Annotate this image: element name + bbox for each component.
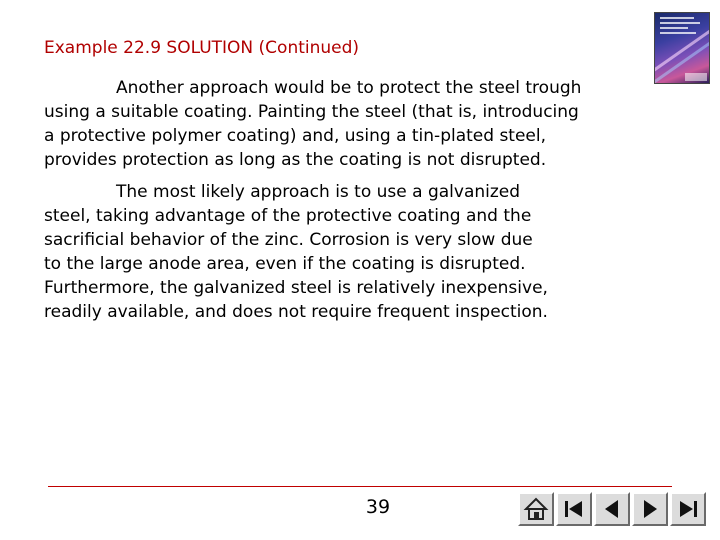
paragraph-line: Another approach would be to protect the steel trough: [116, 78, 582, 98]
slide-heading: Example 22.9 SOLUTION (Continued): [44, 38, 360, 58]
home-icon: [523, 496, 549, 522]
next-page-icon: [637, 496, 663, 522]
paragraph-line: The most likely approach is to use a galvanized: [116, 182, 521, 202]
paragraph-line: Furthermore, the galvanized steel is relatively inexpensive,: [44, 278, 548, 298]
book-cover-thumbnail: [654, 12, 710, 84]
slide-navigation: [518, 492, 706, 526]
cover-footer-block: [685, 73, 707, 81]
page-number: 39: [365, 496, 391, 518]
previous-page-icon: [599, 496, 625, 522]
paragraph-line: steel, taking advantage of the protective coating and the: [44, 206, 532, 226]
paragraph-line: sacrificial behavior of the zinc. Corrosion is very slow due: [44, 230, 533, 250]
last-page-icon: [675, 496, 701, 522]
paragraph-1: [44, 76, 654, 172]
paragraph-line: using a suitable coating. Painting the steel (that is, introducing: [44, 102, 579, 122]
home-button[interactable]: [518, 492, 554, 526]
cover-title-lines: [660, 17, 704, 37]
paragraph-2: [44, 180, 654, 324]
first-page-icon: [561, 496, 587, 522]
next-page-button[interactable]: [632, 492, 668, 526]
paragraph-line: provides protection as long as the coating is not disrupted.: [44, 150, 547, 170]
paragraph-line: to the large anode area, even if the coating is disrupted.: [44, 254, 526, 274]
footer-rule: [48, 486, 672, 487]
first-page-button[interactable]: [556, 492, 592, 526]
paragraph-line: readily available, and does not require frequent inspection.: [44, 302, 548, 322]
paragraph-line: a protective polymer coating) and, using a tin-plated steel,: [44, 126, 547, 146]
previous-page-button[interactable]: [594, 492, 630, 526]
last-page-button[interactable]: [670, 492, 706, 526]
